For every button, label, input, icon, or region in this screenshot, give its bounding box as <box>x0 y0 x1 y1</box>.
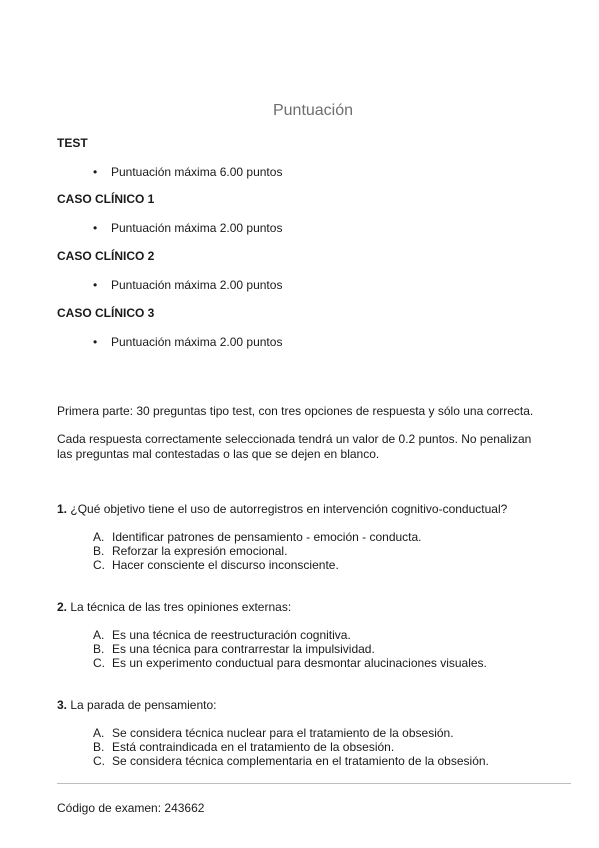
section-heading-test: TEST <box>57 136 88 150</box>
option-a: A. Se considera técnica nuclear para el tratamiento de la obsesión. <box>93 726 454 740</box>
list-item: • Puntuación máxima 6.00 puntos <box>93 165 283 179</box>
section-heading-caso-1: CASO CLÍNICO 1 <box>57 192 155 206</box>
question-number: 3. <box>57 698 68 712</box>
question-1 <box>57 502 507 516</box>
question-3 <box>57 698 216 712</box>
bullet-icon: • <box>93 165 98 179</box>
option-c: C. Hacer consciente el discurso inconsciente. <box>93 558 339 572</box>
options-list <box>93 726 489 768</box>
bullet-icon: • <box>93 335 98 349</box>
option-b: B. Es una técnica para contrarrestar la impulsividad. <box>93 642 375 656</box>
question-number: 2. <box>57 600 68 614</box>
option-a: A. Identificar patrones de pensamiento - emoción - conducta. <box>93 530 422 544</box>
options-list <box>93 530 422 572</box>
section-heading-caso-2: CASO CLÍNICO 2 <box>57 249 155 263</box>
section-heading-caso-3: CASO CLÍNICO 3 <box>57 306 155 320</box>
option-b: B. Reforzar la expresión emocional. <box>93 544 288 558</box>
question-text: ¿Qué objetivo tiene el uso de autorregistros en intervención cognitivo-conductual? <box>70 502 508 516</box>
option-c: C. Se considera técnica complementaria en el tratamiento de la obsesión. <box>93 754 489 768</box>
bullet-icon: • <box>93 278 98 292</box>
question-2 <box>57 600 291 614</box>
exam-code: Código de examen: 243662 <box>57 801 205 815</box>
question-number: 1. <box>57 502 68 516</box>
option-c: C. Es un experimento conductual para desmontar alucinaciones visuales. <box>93 656 487 670</box>
option-a: A. Es una técnica de reestructuración cognitiva. <box>93 628 351 642</box>
intro-paragraph: Primera parte: 30 preguntas tipo test, con tres opciones de respuesta y sólo una correcta. <box>57 404 534 418</box>
question-text: La parada de pensamiento: <box>70 698 217 712</box>
list-item: • Puntuación máxima 2.00 puntos <box>93 221 283 235</box>
page-title: Puntuación <box>272 102 354 119</box>
list-item: • Puntuación máxima 2.00 puntos <box>93 335 283 349</box>
options-list <box>93 628 487 670</box>
intro-paragraph: Cada respuesta correctamente seleccionada tendrá un valor de 0.2 puntos. No penalizan las preguntas mal contestadas o las que se dejen en blanco. <box>57 432 532 461</box>
question-text: La técnica de las tres opiniones externas: <box>70 600 292 614</box>
list-item: • Puntuación máxima 2.00 puntos <box>93 278 283 292</box>
option-b: B. Está contraindicada en el tratamiento de la obsesión. <box>93 740 395 754</box>
bullet-icon: • <box>93 221 98 235</box>
footer-divider <box>57 783 571 784</box>
